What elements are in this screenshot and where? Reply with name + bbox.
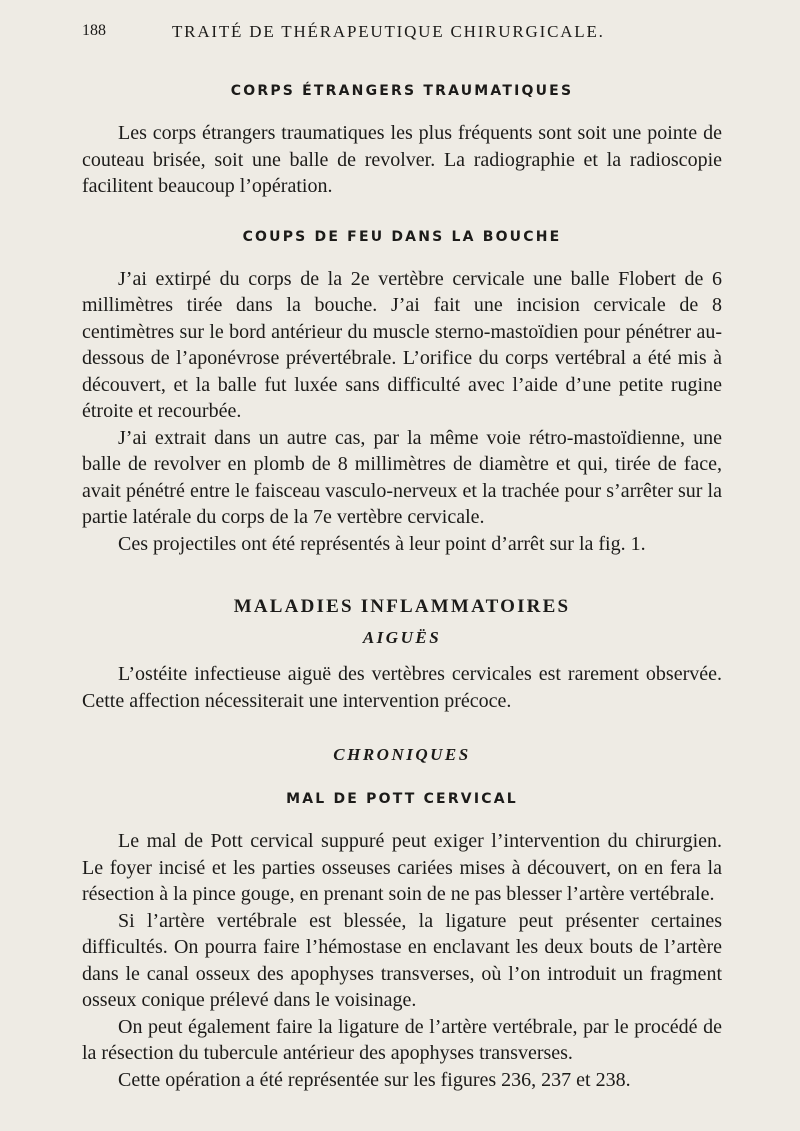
paragraph-aigues: L’ostéite infectieuse aiguë des vertèbres cervicales est rarement observée. Cette affection nécessiterait une intervention précoce. (82, 663, 722, 712)
paragraph-mal-de-pott-4: Cette opération a été représentée sur les figures 236, 237 et 238. (118, 1068, 631, 1091)
paragraph-mal-de-pott-1: Le mal de Pott cervical suppuré peut exiger l’intervention du chirurgien. Le foyer incisé et les parties osseuses cariées mises à découvert, on en fera la résection à la pince gouge, en prenant soin de ne pas blesser l’artère vertébrale. (82, 830, 722, 905)
running-header (82, 22, 722, 50)
paragraph-corps-etrangers: Les corps étrangers traumatiques les plus fréquents sont soit une pointe de couteau brisée, soit une balle de revolver. La radiographie et la radioscopie facilitent beaucoup l’opération. (82, 122, 722, 197)
paragraph-coups-de-feu-3: Ces projectiles ont été représentés à leur point d’arrêt sur la fig. 1. (118, 532, 646, 555)
paragraph-coups-de-feu-1: J’ai extirpé du corps de la 2e vertèbre cervicale une balle Flobert de 6 millimètres tirée dans la bouche. J’ai fait une incision cervicale de 8 centimètres sur le bord antérieur du muscle sterno-mastoïdien pour pénétrer au-dessous de l’aponévrose prévertébrale. L’orifice du corps vertébral a été mis à découvert, et la balle fut luxée sans difficulté avec l’aide d’une petite rugine étroite et recourbée. (82, 267, 722, 422)
section-title-mal-de-pott: MAL DE POTT CERVICAL (286, 791, 518, 807)
subheading-aigues: AIGUËS (362, 628, 442, 647)
paragraph-mal-de-pott-2: Si l’artère vertébrale est blessée, la ligature peut présenter certaines difficultés. On pourra faire l’hémostase en enclavant les deux bouts de l’artère dans le canal osseux des apophyses transverses, où l’on introduit un fragment osseux conique prélevé dans le voisinage. (82, 909, 722, 1011)
chapter-title-maladies: MALADIES INFLAMMATOIRES (233, 596, 571, 617)
running-title: TRAITÉ DE THÉRAPEUTIQUE CHIRURGICALE. (172, 22, 605, 41)
section-title-coups-de-feu: COUPS DE FEU DANS LA BOUCHE (242, 228, 562, 245)
page-number: 188 (82, 22, 106, 39)
page-content (82, 76, 722, 1093)
subheading-chroniques: CHRONIQUES (333, 745, 471, 764)
paragraph-mal-de-pott-3: On peut également faire la ligature de l’artère vertébrale, par le procédé de la résection du tubercule antérieur des apophyses transverses. (82, 1015, 722, 1064)
paragraph-coups-de-feu-2: J’ai extrait dans un autre cas, par la même voie rétro-mastoïdienne, une balle de revolver en plomb de 8 millimètres de diamètre et qui, tirée de face, avait pénétré entre le faisceau vasculo-nerveux et la trachée pour s’arrêter sur la partie latérale du corps de la 7e vertèbre cervicale. (82, 426, 722, 528)
section-title-corps-etrangers: CORPS ÉTRANGERS TRAUMATIQUES (230, 83, 574, 99)
